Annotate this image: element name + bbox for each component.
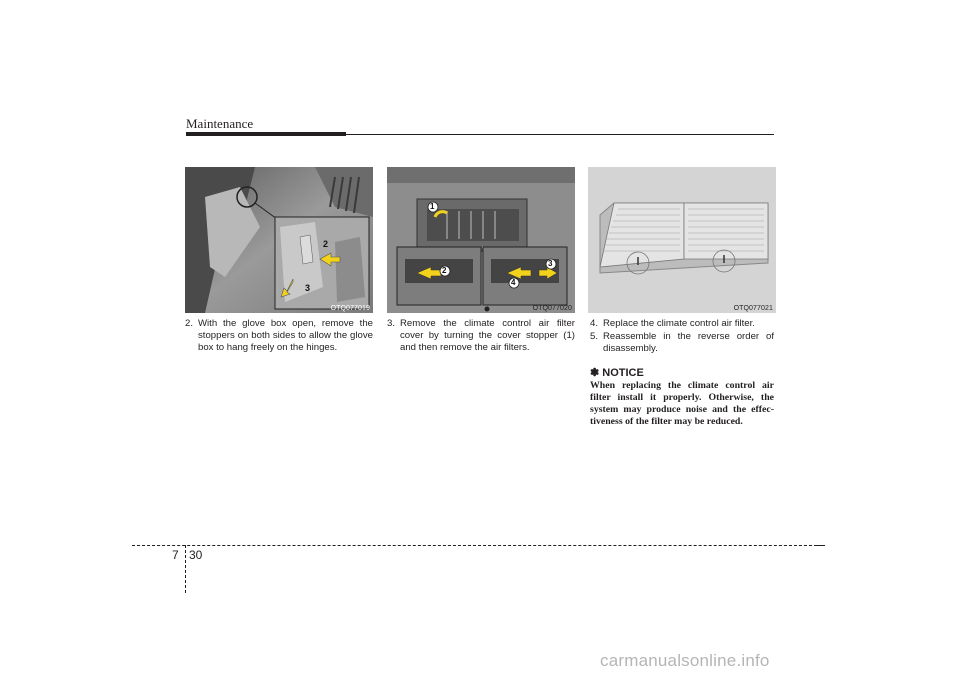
step-5-text: Reassemble in the reverse order of disassembly. [603, 331, 774, 354]
step-2-text: With the glove box open, remove the stoppers on both sides to allow the glove box to hang freely on the hinges. [198, 318, 373, 353]
step-5-number: 5. [590, 331, 599, 342]
page-number: 30 [189, 548, 203, 562]
section-title: Maintenance [186, 116, 254, 131]
figure-air-filter [588, 167, 776, 313]
header-rule-thin [346, 134, 774, 135]
step-3-text: Remove the climate control air filter cover by turning the cover stopper (1) and then remove the air filters. [400, 318, 575, 353]
footer-rule [132, 545, 822, 546]
filter-cover-illustration [387, 167, 575, 313]
footer-divider [185, 545, 186, 593]
figure-2-code: OTQ077020 [532, 305, 572, 312]
figure-glove-box [185, 167, 373, 313]
step-2-number: 2. [185, 318, 194, 329]
chapter-number: 7 [172, 548, 179, 562]
step-5 [590, 331, 774, 355]
figure-1-code: OTQ077019 [330, 305, 370, 312]
column-1 [185, 318, 373, 355]
step-4 [590, 318, 774, 330]
figure-1-callout-3: 3 [305, 283, 311, 293]
figure-2-callout-3: 3 [548, 259, 553, 268]
step-4-text: Replace the climate control air filter. [603, 318, 755, 329]
step-2 [185, 318, 373, 354]
footer-mark [817, 545, 825, 546]
figure-filter-cover [387, 167, 575, 313]
column-3 [590, 318, 774, 356]
figure-2-callout-1: 1 [430, 202, 435, 211]
column-2 [387, 318, 575, 355]
step-3-number: 3. [387, 318, 396, 329]
step-4-number: 4. [590, 318, 599, 329]
glove-box-illustration [185, 167, 373, 313]
figure-2-callout-2: 2 [442, 266, 447, 275]
watermark-link[interactable]: carmanualsonline.info [600, 651, 770, 670]
figure-3-code: OTQ077021 [733, 305, 773, 312]
figure-2-callout-4: 4 [511, 278, 516, 287]
notice-body: When replacing the climate control air filter install it properly. Otherwise, the system may produce noise and the effec- tiveness of the filter may be reduced. [590, 380, 774, 427]
step-3 [387, 318, 575, 354]
figure-1-callout-2: 2 [323, 239, 329, 249]
header-rule-thick [186, 132, 346, 136]
notice-title: ✽ NOTICE [590, 367, 644, 379]
air-filter-illustration [588, 167, 776, 313]
